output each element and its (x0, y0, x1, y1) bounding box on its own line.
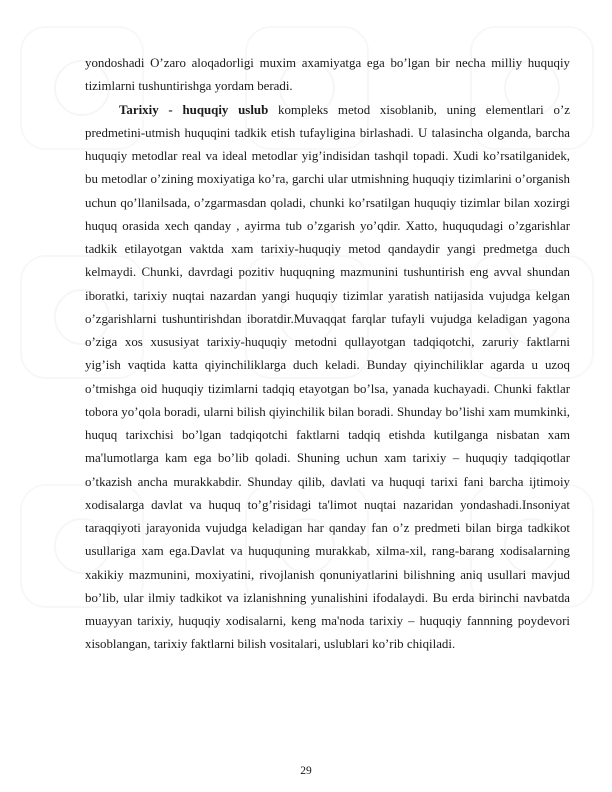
paragraph-continuation: yondoshadi O’zaro aloqadorligi muxim axamiyatga ega bo’lgan bir necha milliy huquqiy tizimlarni tushuntirishga yordam beradi. (85, 56, 570, 94)
page-number: 29 (300, 765, 312, 777)
term-heading: Tarixiy - huquqiy uslub (119, 102, 269, 117)
paragraph-body: kompleks metod xisoblanib, uning elementlari o’z predmetini-utmish huquqini tadkik etish tufayligina birlashadi. U talasincha olganda, barcha huquqiy metodlar real va ideal metodlar yig’indisidan tashqil topadi. Xudi ko’rsatilganidek, bu metodlar o’zining moxiyatiga ko’ra, garchi ular utmishning huquqiy tizimlarini o’organish uchun qo’llanilsada, o’zgarmasdan qoladi, chunki ko’rsatilgan huquqiy tizimlar bilan xozirgi huquq orasida xech qanday , ayirma tub o’zgarish yo’qdir. Xatto, huququdagi o’zgarishlar tadkik etilayotgan vaktda xam tarixiy-huquqiy metod qandaydir yangi predmetga duch kelmaydi. Chunki, davrdagi pozitiv huquqning mazmunini tushuntirish eng avval shundan iboratki, tarixiy nuqtai nazardan yangi huquqiy tizimlar yaratish natijasida vujudga kelgan o’zgarishlarni tushuntirishdan iboratdir.Muvaqqat farqlar tufayli vujudga keladigan yagona o’ziga xos xususiyat tarixiy-huquqiy metodni qullayotgan tadqiqotchi, zaruriy faktlarni yig’ish vaqtida katta qiyinchiliklarga duch keladi. Bunday qiyinchiliklar agarda u uzoq o’tmishga oid huquqiy tizimlarni tadqiq etayotgan bo’lsa, yanada kuchayadi. Chunki faktlar tobora yo’qola boradi, ularni bilish qiyinchilik bilan boradi. Shunday bo’lishi xam mumkinki, huquq tarixchisi bo’lgan tadqiqotchi faktlarni tadqiq etishda kutilganga nisbatan xam ma'lumotlarga kam ega bo’lib qoladi. Shuning uchun xam tarixiy – huquqiy tadqiqotlar o’tkazish ancha murakkabdir. Shunday qilib, davlati va huquqi tarixi fani barcha ijtimoiy xodisalarga davlat va huquq to’g’risidagi ta'limot nuqtai nazaridan yondashadi.Insoniyat taraqqiyoti jarayonida vujudga keladigan har qanday fan o’z predmeti bilan birga tadkikot usullariga xam ega.Davlat va huququning murakkab, xilma-xil, rang-barang xodisalarning xakikiy mazmunini, moxiyatini, rivojlanish qonuniyatlarini bilishning aniq usullari mavjud bo’lib, ular ilmiy tadkikot va izlanishning yunalishini ifodalaydi. Bu erda birinchi navbatda muayyan tarixiy, huquqiy xodisalarni, keng ma'noda tarixiy – huquqiy fannning poydevori xisoblangan, tarixiy faktlarni bilish vositalari, uslublari ko’rib chiqiladi. (85, 102, 570, 652)
document-page (85, 52, 570, 657)
paragraph-historical-legal-method (85, 99, 570, 657)
